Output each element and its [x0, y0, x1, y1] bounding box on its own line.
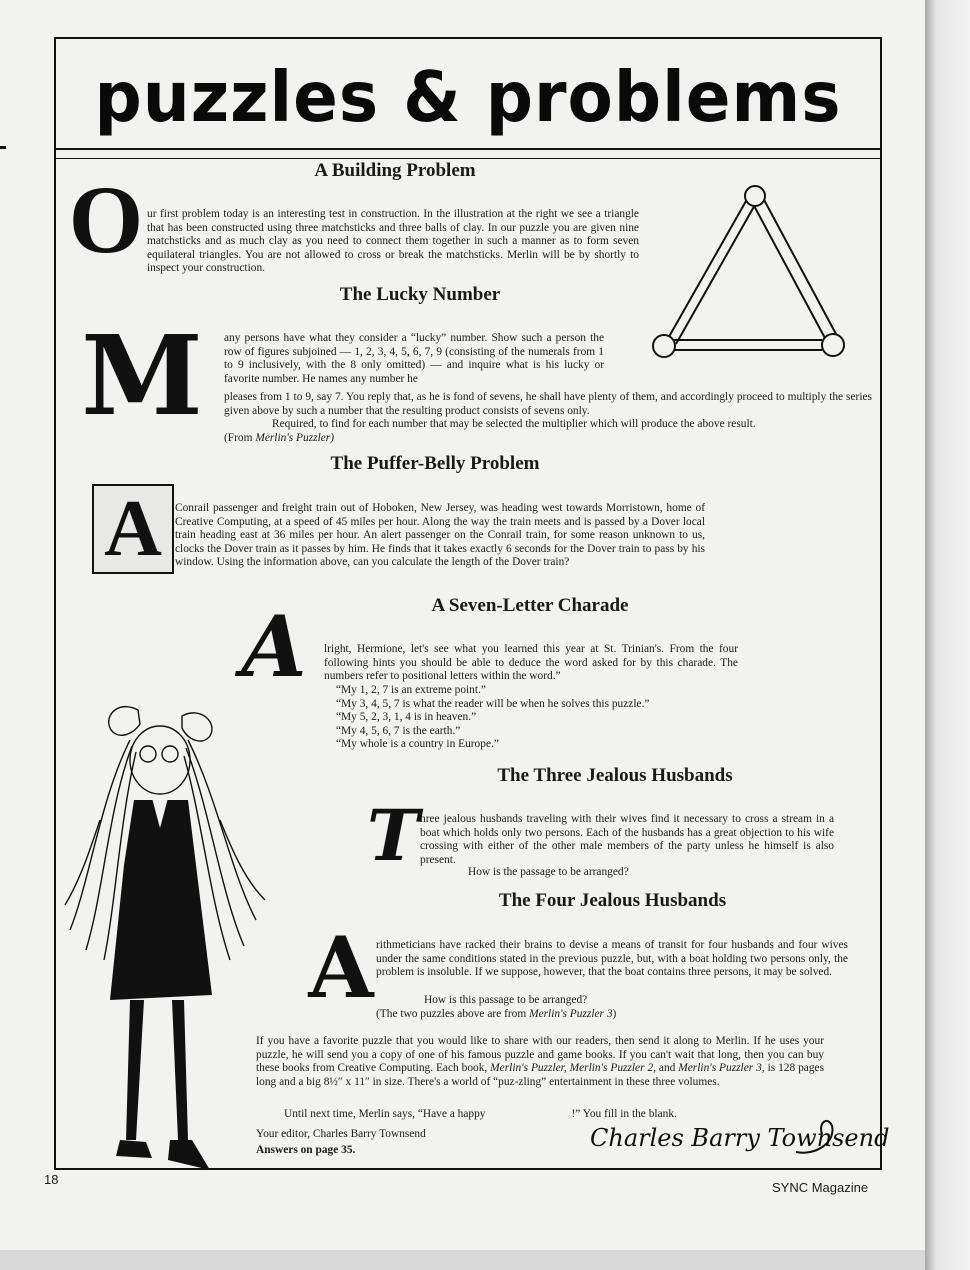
lucky-title: The Lucky Number — [339, 284, 501, 305]
matchstick-triangle-illustration — [640, 180, 870, 370]
magazine-name: SYNC Magazine — [772, 1180, 869, 1195]
lucky-text-2: pleases from 1 to 9, say 7. You reply that, as he is fond of sevens, he shall have plenty of them, and accordingly proceed to multiply the series given above by such a number that the resulting product consists of sevens only. — [224, 391, 872, 417]
binding-mark — [0, 146, 6, 149]
editor-signature — [586, 1112, 890, 1162]
charade-title: A Seven-Letter Charade — [431, 595, 629, 616]
charade-hint: “My 3, 4, 5, 7 is what the reader will be when he solves this puzzle.” — [336, 697, 650, 710]
editor-credit: Your editor, Charles Barry Townsend — [256, 1128, 426, 1140]
building-title: A Building Problem — [314, 160, 476, 181]
building-dropcap: O — [68, 166, 144, 273]
three-dropcap: T — [366, 794, 420, 877]
answers-note: Answers on page 35. — [256, 1144, 356, 1156]
signature-text: Charles Barry Townsend — [590, 1124, 890, 1152]
four-source: (The two puzzles above are from Merlin's Puzzler 3) — [376, 1008, 617, 1020]
closing-farewell: Until next time, Merlin says, “Have a happy !” You fill in the blank. — [284, 1108, 677, 1120]
charade-hint: “My whole is a country in Europe.” — [336, 738, 499, 751]
page-headline: puzzles & problems — [94, 57, 842, 138]
puffer-dropcap: A — [92, 484, 174, 574]
headline-rule-bottom — [54, 158, 882, 159]
charade-hints — [336, 684, 756, 752]
three-question: How is the passage to be arranged? — [468, 866, 629, 878]
facing-page-edge — [925, 0, 970, 1270]
puffer-title: The Puffer-Belly Problem — [330, 453, 540, 474]
four-question: How is this passage to be arranged? — [424, 994, 588, 1006]
charade-hint: “My 5, 2, 3, 1, 4 is in heaven.” — [336, 711, 477, 724]
four-text: rithmeticians have racked their brains to devise a means of transit for four husbands and four wives under the same conditions stated in the previous puzzle, but, with a boat holding two persons only, the problem is insoluble. If we suppose, however, that the boat contains three persons, it may be solved. — [376, 939, 848, 979]
building-text: ur first problem today is an interesting test in construction. In the illustration at the right we see a triangle that has been constructed using three matchsticks and three balls of clay. In our puzzle you are given nine matchsticks and as much clay as you need to connect them together in such a manner as to form seven equilateral triangles. You are not allowed to cross or break the matchsticks. Merlin will be by shortly to inspect your construction. — [147, 208, 639, 275]
four-title: The Four Jealous Husbands — [498, 890, 727, 911]
charade-hint: “My 4, 5, 6, 7 is the earth.” — [336, 724, 461, 737]
lucky-source: (From Merlin's Puzzler) — [224, 432, 335, 444]
three-text: hree jealous husbands traveling with their wives find it necessary to cross a stream in a boat which holds only two persons. Each of the husbands has a great objection to his wife crossing with either of the other male members of the party unless he himself is also present. — [420, 813, 834, 866]
three-title: The Three Jealous Husbands — [497, 765, 733, 786]
closing-paragraph: If you have a favorite puzzle that you would like to share with our readers, then send it along to Merlin. If he uses your puzzle, he will send you a copy of one of his famous puzzle and game books. If you can't wait that long, then you can buy these books from Creative Computing. Each book, Merlin's Puzzler, Merlin's Puzzler 2, and Merlin's Puzzler 3, is 128 pages long and a big 8½″ x 11″ in size. There's a world of “puz-zling” entertainment in these three volumes. — [256, 1035, 824, 1088]
puffer-text: Conrail passenger and freight train out of Hoboken, New Jersey, was heading west towards Morristown, home of Creative Computing, at a speed of 45 miles per hour. Along the way the train meets and is passed by a Dover local train heading east at 36 miles per hour. An alert passenger on the Conrail train, for some reason unknown to us, clocks the Dover train as it passes by him. He finds that it takes exactly 6 seconds for the Dover train to pass by his window. Using the information above, can you calculate the length of the Dover train? — [175, 502, 705, 569]
charade-hint: “My 1, 2, 7 is an extreme point.” — [336, 684, 486, 696]
schoolgirl-illustration — [60, 700, 270, 1175]
lucky-dropcap: M — [81, 311, 203, 440]
page-number: 18 — [44, 1172, 59, 1187]
headline-rule-top — [54, 148, 882, 150]
lucky-text-1: any persons have what they consider a “lucky” number. Show such a person the row of figures subjoined — 1, 2, 3, 4, 5, 6, 7, 9 (consisting of the numerals from 1 to 9 inclusively, with the 8 only omitted) — and inquire what is his lucky or favorite number. He names any number he — [224, 332, 604, 385]
charade-text: lright, Hermione, let's see what you learned this year at St. Trinian's. From the four following hints you should be able to deduce the word asked for by this charade. The numbers refer to positional letters within the word.” — [324, 643, 738, 683]
lucky-text-3: Required, to find for each number that may be selected the multiplier which will produce the above result. — [272, 418, 756, 430]
four-dropcap: A — [308, 918, 374, 1017]
charade-dropcap: A — [241, 597, 307, 696]
